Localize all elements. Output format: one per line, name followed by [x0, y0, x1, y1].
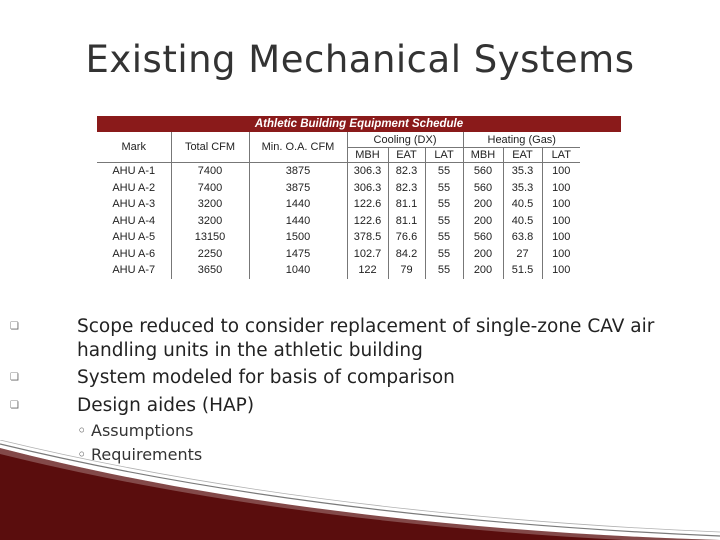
page-title: Existing Mechanical Systems [85, 38, 635, 81]
schedule-body [97, 163, 580, 279]
table-cell: 7400 [171, 180, 249, 197]
table-cell: 55 [425, 262, 463, 279]
table-cell: 1440 [249, 196, 347, 213]
table-cell: 84.2 [388, 246, 425, 263]
header-cooling-group: Cooling (DX) [347, 132, 463, 148]
table-cell: 3875 [249, 180, 347, 197]
square-bullet-icon: ❏ [10, 321, 19, 332]
header-heating-eat: EAT [503, 148, 542, 163]
table-cell: 55 [425, 180, 463, 197]
bullet-item [10, 366, 697, 390]
bullet-text: Design aides (HAP) [77, 394, 255, 416]
table-row [97, 229, 580, 246]
table-row [97, 180, 580, 197]
circle-bullet-icon: ◦ [77, 445, 87, 464]
header-heating-lat: LAT [542, 148, 580, 163]
table-cell: AHU A-5 [112, 231, 156, 244]
schedule-title: Athletic Building Equipment Schedule [97, 116, 621, 132]
table-row [97, 213, 580, 230]
table-cell: 560 [463, 163, 503, 180]
table-cell: 1475 [249, 246, 347, 263]
table-cell: 27 [503, 246, 542, 263]
table-cell: 100 [542, 180, 580, 197]
table-cell: 306.3 [347, 163, 388, 180]
circle-bullet-icon: ◦ [77, 421, 87, 440]
table-row [97, 163, 580, 180]
square-bullet-icon: ❏ [10, 372, 19, 383]
table-cell: 122.6 [347, 213, 388, 230]
table-cell: AHU A-4 [112, 214, 156, 227]
header-min-oa-cfm: Min. O.A. CFM [249, 132, 347, 163]
table-cell: AHU A-7 [112, 264, 156, 277]
table-cell: 2250 [171, 246, 249, 263]
table-cell: 3200 [171, 213, 249, 230]
table-cell: 55 [425, 163, 463, 180]
table-cell: 100 [542, 262, 580, 279]
table-cell: 102.7 [347, 246, 388, 263]
table-cell: 40.5 [503, 196, 542, 213]
table-cell: 55 [425, 213, 463, 230]
table-cell: 7400 [171, 163, 249, 180]
table-cell: 200 [463, 262, 503, 279]
table-cell: 560 [463, 180, 503, 197]
table-cell: 560 [463, 229, 503, 246]
table-row [97, 196, 580, 213]
table-cell: 200 [463, 213, 503, 230]
table-cell: 35.3 [503, 180, 542, 197]
table-cell: 81.1 [388, 196, 425, 213]
table-cell: 200 [463, 246, 503, 263]
table-cell: AHU A-6 [112, 247, 156, 260]
schedule-table [97, 132, 580, 279]
table-cell: 1040 [249, 262, 347, 279]
header-total-cfm: Total CFM [171, 132, 249, 163]
equipment-schedule-image [97, 116, 621, 283]
table-cell: AHU A-3 [112, 198, 156, 211]
table-cell: 63.8 [503, 229, 542, 246]
header-mark: Mark [97, 132, 171, 163]
table-cell: 55 [425, 229, 463, 246]
table-cell: 1500 [249, 229, 347, 246]
table-cell: 3200 [171, 196, 249, 213]
sub-bullet-text: Assumptions [91, 421, 194, 440]
table-cell: 3650 [171, 262, 249, 279]
bullet-text: System modeled for basis of comparison [77, 367, 455, 388]
table-cell: 378.5 [347, 229, 388, 246]
table-cell: 81.1 [388, 213, 425, 230]
table-cell: 122.6 [347, 196, 388, 213]
header-cooling-mbh: MBH [347, 148, 388, 163]
header-heating-mbh: MBH [463, 148, 503, 163]
table-cell: 100 [542, 196, 580, 213]
table-cell: AHU A-2 [112, 181, 156, 194]
table-cell: 51.5 [503, 262, 542, 279]
sub-bullet-text: Requirements [91, 445, 203, 464]
table-cell: 79 [388, 262, 425, 279]
table-row [97, 246, 580, 263]
header-heating-group: Heating (Gas) [463, 132, 580, 148]
table-cell: 100 [542, 246, 580, 263]
table-cell: 122 [347, 262, 388, 279]
table-cell: 76.6 [388, 229, 425, 246]
table-cell: 100 [542, 163, 580, 180]
table-cell: 55 [425, 246, 463, 263]
header-cooling-lat: LAT [425, 148, 463, 163]
table-cell: 40.5 [503, 213, 542, 230]
header-cooling-eat: EAT [388, 148, 425, 163]
table-cell: 13150 [171, 229, 249, 246]
square-bullet-icon: ❏ [10, 399, 19, 411]
decorative-swoosh [0, 440, 720, 540]
table-cell: AHU A-1 [112, 165, 156, 178]
table-cell: 100 [542, 213, 580, 230]
table-cell: 82.3 [388, 180, 425, 197]
bullet-item [10, 315, 697, 362]
table-cell: 35.3 [503, 163, 542, 180]
table-cell: 306.3 [347, 180, 388, 197]
table-cell: 100 [542, 229, 580, 246]
table-cell: 1440 [249, 213, 347, 230]
table-cell: 55 [425, 196, 463, 213]
table-cell: 82.3 [388, 163, 425, 180]
table-cell: 200 [463, 196, 503, 213]
bullet-text: Scope reduced to consider replacement of single-zone CAV air handling units in the athletic building [77, 316, 655, 361]
table-row [97, 262, 580, 279]
table-cell: 3875 [249, 163, 347, 180]
